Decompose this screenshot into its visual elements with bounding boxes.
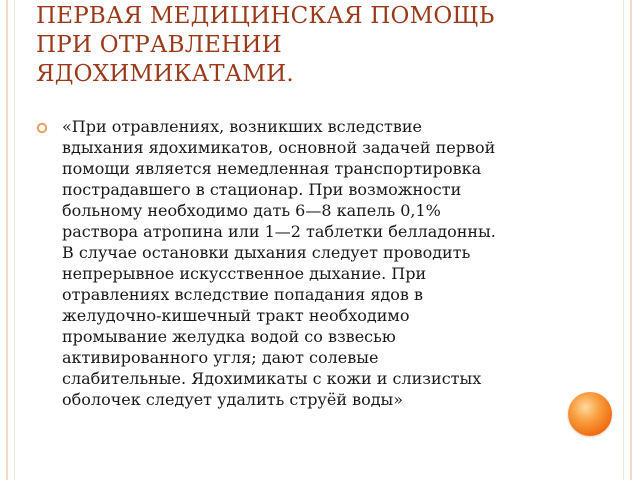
title-line: ПЕРВАЯ МЕДИЦИНСКАЯ ПОМОЩЬ	[36, 3, 495, 29]
body-line: непрерывное искусственное дыхание. При	[62, 264, 427, 283]
body-line: пострадавшего в стационар. При возможности	[62, 180, 462, 199]
body-line: больному необходимо дать 6—8 капель 0,1%	[62, 201, 441, 220]
body-line: раствора атропина или 1—2 таблетки белладонны.	[62, 222, 496, 241]
ring-bullet-icon	[36, 122, 48, 134]
body-line: активированного угля; дают солевые	[62, 348, 379, 367]
body-line: промывание желудка водой со взвесью	[62, 327, 396, 346]
body-paragraph	[62, 116, 566, 410]
bullet-item	[36, 116, 566, 410]
body-line: слабительные. Ядохимикаты с кожи и слизистых	[62, 369, 482, 388]
body-line: оболочек следует удалить струёй воды»	[62, 390, 404, 409]
body-line: «При отравлениях, возникших вследствие	[62, 117, 423, 136]
title-line: ПРИ ОТРАВЛЕНИИ	[36, 32, 282, 58]
body-line: В случае остановки дыхания следует проводить	[62, 243, 471, 262]
slide-title	[36, 2, 596, 89]
body-line: вдыхания ядохимикатов, основной задачей первой	[62, 138, 496, 157]
body-line: желудочно-кишечный тракт необходимо	[62, 306, 410, 325]
body-line: отравлениях вследствие попадания ядов в	[62, 285, 424, 304]
orange-orb-icon	[568, 392, 612, 436]
title-line: ЯДОХИМИКАТАМИ.	[36, 61, 294, 87]
body-line: помощи является немедленная транспортировка	[62, 159, 482, 178]
